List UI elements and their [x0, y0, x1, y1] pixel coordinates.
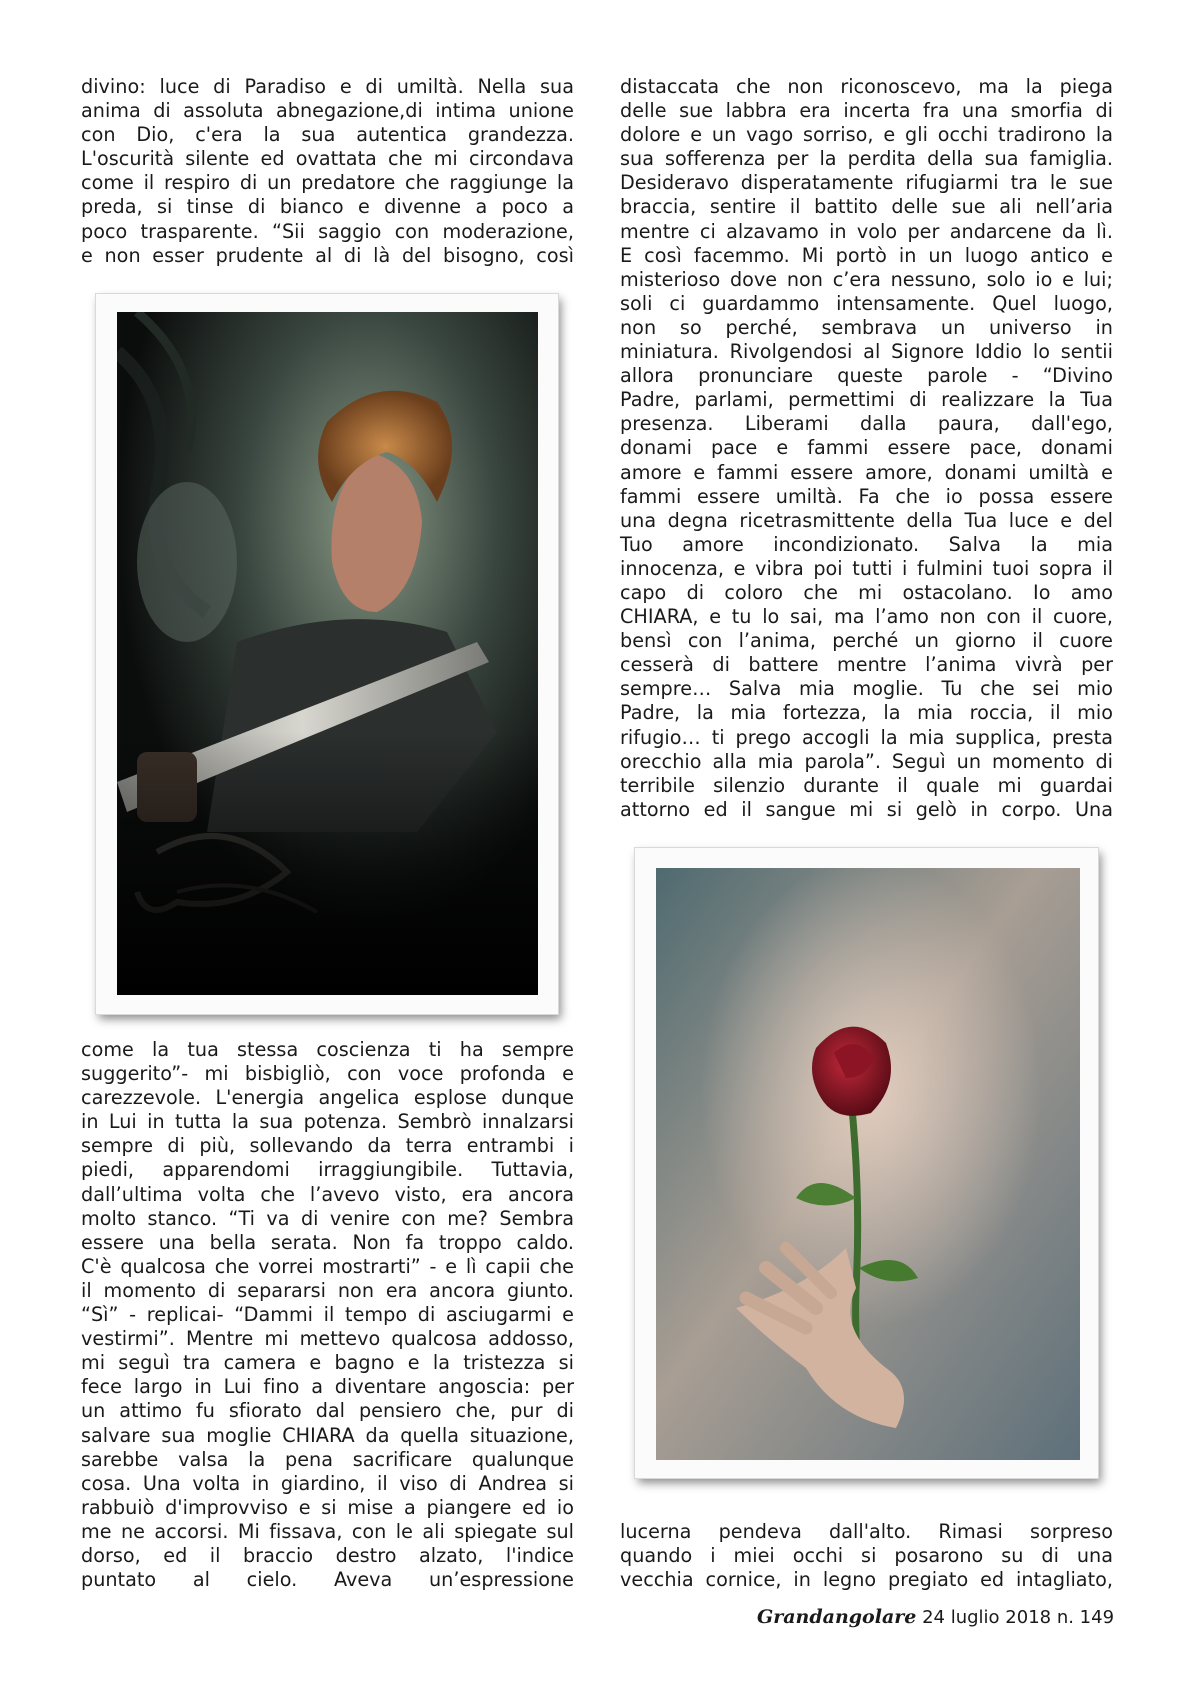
text-line: mentre ci alzavamo in volo per andarcene da lì.: [620, 219, 1113, 243]
text-line: dall’ultima volta che l’avevo visto, era ancora: [81, 1182, 574, 1206]
text-line: essere una bella serata. Non fa troppo caldo.: [81, 1230, 574, 1254]
text-line: come il respiro di un predatore che raggiunge la: [81, 171, 574, 195]
text-line: un attimo fu sfiorato dal pensiero che, pur di: [81, 1399, 574, 1423]
text-line: come la tua stessa coscienza ti ha sempre: [81, 1038, 574, 1061]
warrior-photo-frame: [96, 294, 558, 1014]
text-line: salvare sua moglie CHIARA da quella situazione,: [81, 1423, 574, 1447]
text-line: orecchio alla mia parola”. Seguì un momento di: [620, 749, 1113, 773]
text-line: anima di assoluta abnegazione,di intima unione: [81, 99, 574, 123]
text-line: braccia, sentire il battito delle sue ali nell’aria: [620, 195, 1113, 219]
text-line: suggerito”- mi bisbigliò, con voce profonda e: [81, 1062, 574, 1086]
text-line: misterioso dove non c’era nessuno, solo io e lui;: [620, 267, 1113, 291]
text-line: Padre, parlami, permettimi di realizzare la Tua: [620, 388, 1113, 412]
text-line: distaccata che non riconoscevo, ma la piega: [620, 75, 1113, 98]
rose-photo-frame: [635, 848, 1098, 1478]
text-line: amore e fammi essere amore, donami umiltà e: [620, 460, 1113, 484]
text-line: soli ci guardammo intensamente. Quel luogo,: [620, 291, 1113, 315]
text-line: e non esser prudente al di là del bisogno, così: [81, 243, 574, 267]
text-line: Tuo amore incondizionato. Salva la mia: [620, 532, 1113, 556]
text-line: lucerna pendeva dall'alto. Rimasi sorpreso: [620, 1520, 1113, 1543]
text-column-right-top: [620, 75, 1113, 822]
text-line: dorso, ed il braccio destro alzato, l'indice: [81, 1543, 574, 1567]
text-line: attorno ed il sangue mi si gelò in corpo. Una: [620, 797, 1113, 821]
text-line: miniatura. Rivolgendosi al Signore Iddio lo sentii: [620, 340, 1113, 364]
text-line: fece largo in Lui fino a diventare angoscia: per: [81, 1375, 574, 1399]
text-line: “Sì” - replicai- “Dammi il tempo di asciugarmi e: [81, 1303, 574, 1327]
text-column-left-bottom: [81, 1038, 574, 1592]
text-line: non so perché, sembrava un universo in: [620, 315, 1113, 339]
magazine-name: Grandangolare: [757, 1606, 917, 1628]
text-line: donami pace e fammi essere pace, donami: [620, 436, 1113, 460]
text-line: bensì con l’anima, perché un giorno il cuore: [620, 629, 1113, 653]
text-line: sempre… Salva mia moglie. Tu che sei mio: [620, 677, 1113, 701]
text-line: presenza. Liberami dalla paura, dall'ego,: [620, 412, 1113, 436]
text-line: vestirmi”. Mentre mi mettevo qualcosa addosso,: [81, 1327, 574, 1351]
text-line: poco trasparente. “Sii saggio con moderazione,: [81, 219, 574, 243]
text-line: quando i miei occhi si posarono su di una: [620, 1544, 1113, 1568]
text-line: preda, si tinse di bianco e divenne a poco a: [81, 195, 574, 219]
text-line: fammi essere umiltà. Fa che io possa essere: [620, 484, 1113, 508]
text-line: Desideravo disperatamente rifugiarmi tra le sue: [620, 171, 1113, 195]
text-line: capo di coloro che mi ostacolano. Io amo: [620, 580, 1113, 604]
text-line: puntato al cielo. Aveva un’espressione: [81, 1568, 574, 1592]
text-line: molto stanco. “Ti va di venire con me? Sembra: [81, 1206, 574, 1230]
text-line: allora pronunciare queste parole - “Divino: [620, 364, 1113, 388]
text-line: sempre di più, sollevando da terra entrambi i: [81, 1134, 574, 1158]
text-line: L'oscurità silente ed ovattata che mi circondava: [81, 147, 574, 171]
text-line: terribile silenzio durante il quale mi guardai: [620, 773, 1113, 797]
text-line: piedi, apparendomi irraggiungibile. Tuttavia,: [81, 1158, 574, 1182]
text-line: rifugio… ti prego accogli la mia supplica, presta: [620, 725, 1113, 749]
text-line: me ne accorsi. Mi fissava, con le ali spiegate sul: [81, 1519, 574, 1543]
text-line: mi seguì tra camera e bagno e la tristezza si: [81, 1351, 574, 1375]
text-line: cesserà di battere mentre l’anima vivrà per: [620, 653, 1113, 677]
text-line: carezzevole. L'energia angelica esplose dunque: [81, 1086, 574, 1110]
text-line: E così facemmo. Mi portò in un luogo antico e: [620, 243, 1113, 267]
text-line: CHIARA, e tu lo sai, ma l’amo non con il cuore,: [620, 605, 1113, 629]
text-line: rabbuiò d'improvviso e si mise a piangere ed io: [81, 1495, 574, 1519]
text-column-left-top: [81, 75, 574, 268]
rose-photo: [656, 868, 1080, 1460]
text-line: una degna ricetrasmittente della Tua luce e del: [620, 508, 1113, 532]
page-footer: [757, 1606, 1114, 1628]
text-line: sarebbe valsa la pena sacrificare qualunque: [81, 1447, 574, 1471]
text-line: il momento di separarsi non era ancora giunto.: [81, 1278, 574, 1302]
text-line: C'è qualcosa che vorrei mostrarti” - e lì capii che: [81, 1254, 574, 1278]
text-line: sua sofferenza per la perdita della sua famiglia.: [620, 147, 1113, 171]
text-line: delle sue labbra era incerta fra una smorfia di: [620, 99, 1113, 123]
issue-info: 24 luglio 2018 n. 149: [922, 1607, 1115, 1628]
text-line: con Dio, c'era la sua autentica grandezza.: [81, 123, 574, 147]
text-line: in Lui in tutta la sua potenza. Sembrò innalzarsi: [81, 1110, 574, 1134]
text-line: dolore e un vago sorriso, e gli occhi tradirono la: [620, 123, 1113, 147]
text-line: innocenza, e vibra poi tutti i fulmini tuoi sopra il: [620, 556, 1113, 580]
text-column-right-bottom: [620, 1520, 1113, 1592]
text-line: Padre, la mia fortezza, la mia roccia, il mio: [620, 701, 1113, 725]
text-line: divino: luce di Paradiso e di umiltà. Nella sua: [81, 75, 574, 98]
text-line: cosa. Una volta in giardino, il viso di Andrea si: [81, 1471, 574, 1495]
text-line: vecchia cornice, in legno pregiato ed intagliato,: [620, 1568, 1113, 1592]
warrior-photo: [117, 312, 538, 995]
